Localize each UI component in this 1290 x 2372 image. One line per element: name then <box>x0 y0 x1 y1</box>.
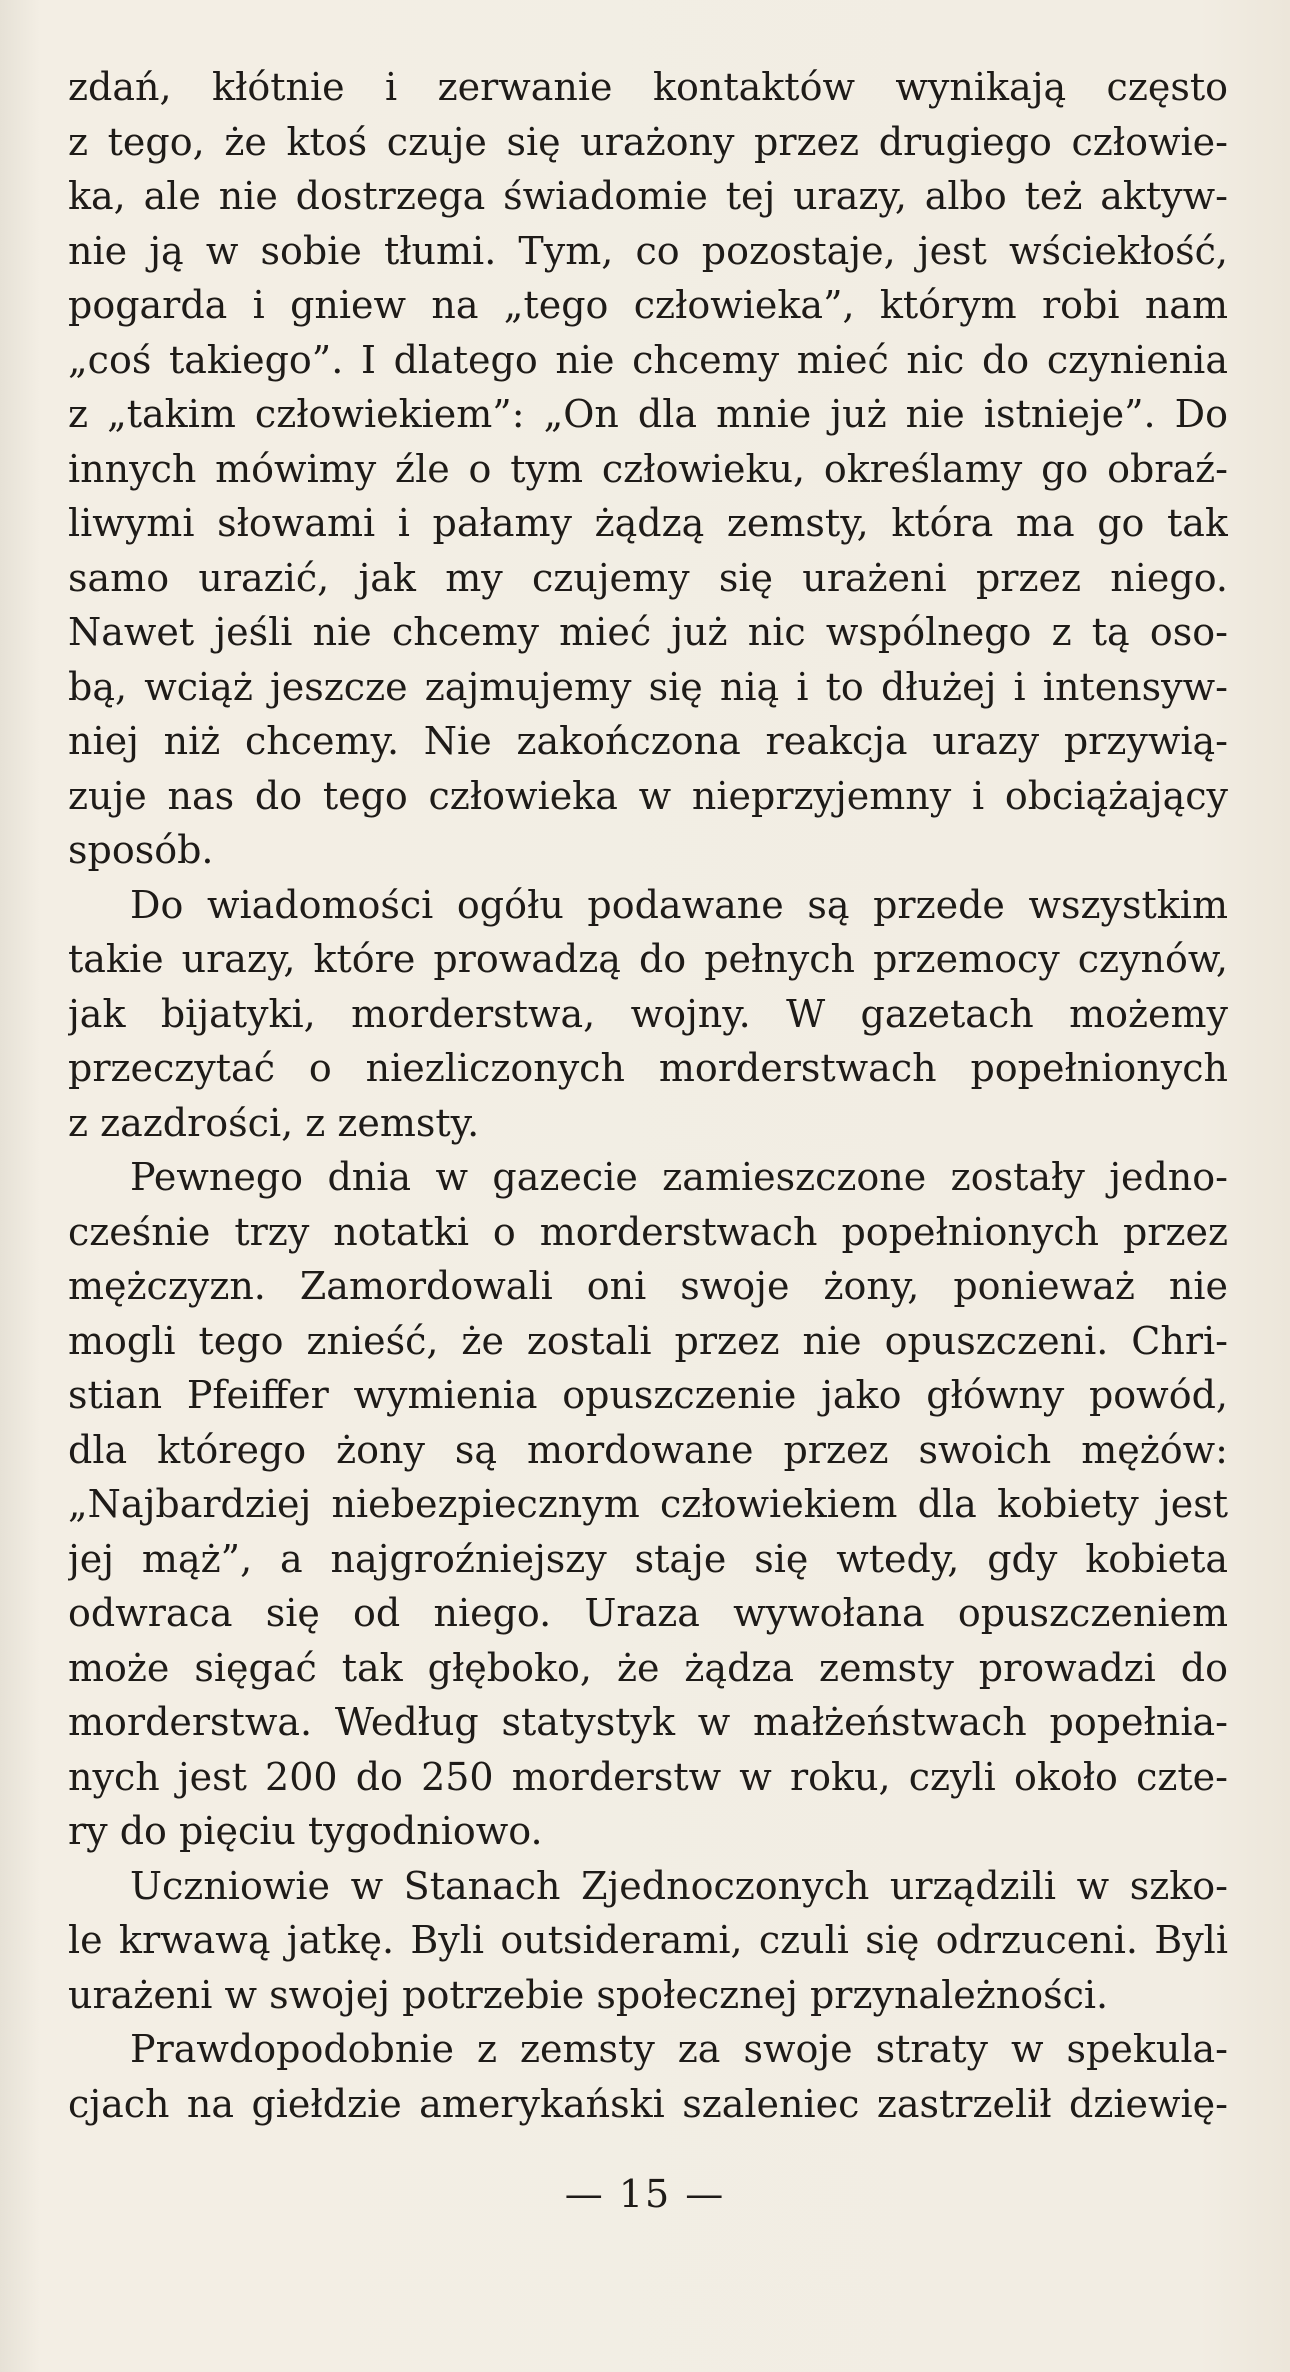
text-line: z zazdrości, z zemsty. <box>68 1100 480 1145</box>
text-line: mogli tego znieść, że zostali przez nie opuszczeni. Chri- <box>68 1318 1228 1363</box>
text-line: innych mówimy źle o tym człowieku, określamy go obraź- <box>68 446 1228 491</box>
text-line: jej mąż”, a najgroźniejszy staje się wtedy, gdy kobieta <box>68 1536 1228 1581</box>
text-line: le krwawą jatkę. Byli outsiderami, czuli się odrzuceni. Byli <box>68 1918 1228 1962</box>
text-line: takie urazy, które prowadzą do pełnych przemocy czynów, <box>68 937 1228 981</box>
text-line: Uczniowie w Stanach Zjednoczonych urządzili w szko- <box>130 1863 1228 1908</box>
text-line: cjach na giełdzie amerykański szaleniec zastrzelił dziewię- <box>68 2081 1228 2126</box>
text-line: niej niż chcemy. Nie zakończona reakcja urazy przywią- <box>68 719 1228 763</box>
text-line: Prawdopodobnie z zemsty za swoje straty w spekula- <box>130 2027 1228 2071</box>
text-line: bą, wciąż jeszcze zajmujemy się nią i to dłużej i intensyw- <box>68 664 1228 709</box>
text-line: sposób. <box>68 828 214 872</box>
text-line: przeczytać o niezliczonych morderstwach popełnionych <box>68 1046 1228 1090</box>
text-line: samo urazić, jak my czujemy się urażeni przez niego. <box>68 555 1228 600</box>
text-line: „coś takiego”. I dlatego nie chcemy mieć nic do czynienia <box>68 337 1228 382</box>
text-line: zdań, kłótnie i zerwanie kontaktów wynikają często <box>68 65 1228 109</box>
page-number: — 15 — <box>564 2172 726 2216</box>
text-line: nych jest 200 do 250 morderstw w roku, czyli około czte- <box>68 1754 1228 1799</box>
text-line: Do wiadomości ogółu podawane są przede wszystkim <box>130 882 1228 927</box>
text-line: z tego, że ktoś czuje się urażony przez drugiego człowie- <box>68 119 1228 164</box>
text-line: cześnie trzy notatki o morderstwach popełnionych przez <box>68 1209 1228 1254</box>
text-line: mężczyzn. Zamordowali oni swoje żony, ponieważ nie <box>68 1264 1228 1308</box>
text-line: Nawet jeśli nie chcemy mieć już nic wspólnego z tą oso- <box>68 610 1228 654</box>
text-line: liwymi słowami i pałamy żądzą zemsty, która ma go tak <box>68 501 1228 545</box>
text-line: z „takim człowiekiem”: „On dla mnie już nie istnieje”. Do <box>68 392 1228 436</box>
text-line: odwraca się od niego. Uraza wywołana opuszczeniem <box>68 1591 1228 1635</box>
text-line: ka, ale nie dostrzega świadomie tej urazy, albo też aktyw- <box>68 174 1228 218</box>
text-line: zuje nas do tego człowieka w nieprzyjemny i obciążający <box>68 773 1228 818</box>
text-line: urażeni w swojej potrzebie społecznej przynależności. <box>68 1972 1109 2017</box>
text-line: pogarda i gniew na „tego człowieka”, którym robi nam <box>68 283 1228 327</box>
text-line: morderstwa. Według statystyk w małżeństwach popełnia- <box>68 1700 1228 1744</box>
text-line: dla którego żony są mordowane przez swoich mężów: <box>68 1427 1228 1472</box>
body-text <box>68 60 1228 2131</box>
text-line: stian Pfeiffer wymienia opuszczenie jako główny powód, <box>68 1373 1228 1417</box>
text-line: Pewnego dnia w gazecie zamieszczone zostały jedno- <box>130 1155 1228 1199</box>
text-line: „Najbardziej niebezpiecznym człowiekiem dla kobiety jest <box>68 1482 1228 1526</box>
text-line: ry do pięciu tygodniowo. <box>68 1809 543 1853</box>
text-line: jak bijatyki, morderstwa, wojny. W gazetach możemy <box>68 991 1228 1036</box>
text-line: może sięgać tak głęboko, że żądza zemsty prowadzi do <box>68 1645 1228 1690</box>
text-line: nie ją w sobie tłumi. Tym, co pozostaje, jest wściekłość, <box>68 228 1228 273</box>
